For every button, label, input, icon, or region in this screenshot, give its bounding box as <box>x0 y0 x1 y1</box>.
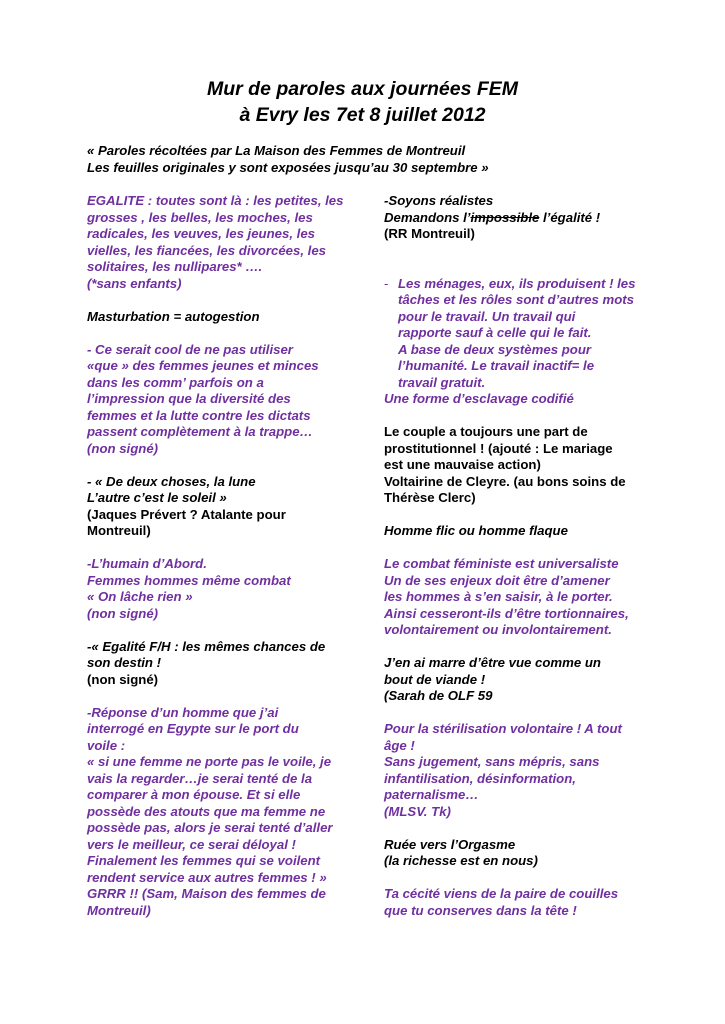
line: Montreuil) <box>87 902 151 918</box>
line: Une forme d’esclavage codifié <box>384 391 574 406</box>
line: son destin ! <box>87 655 161 670</box>
line: (non signé) <box>87 671 159 687</box>
quote-cool <box>87 342 349 458</box>
quote-egalite-fh <box>87 639 349 689</box>
line <box>384 276 646 293</box>
page-title: Mur de paroles aux journées FEM <box>207 78 518 100</box>
line: A base de deux systèmes pour <box>398 341 592 357</box>
line: volontairement ou involontairement. <box>384 622 612 637</box>
line: Pour la stérilisation volontaire ! A tout <box>384 721 622 736</box>
quote-humain <box>87 556 349 622</box>
quote-ruee <box>384 837 646 870</box>
line: L’autre c’est le soleil » <box>87 490 227 505</box>
line: -Réponse d’un homme que j’ai <box>87 704 279 720</box>
line: que tu conserves dans la tête ! <box>384 902 577 918</box>
line: comparer à mon épouse. Et si elle <box>87 787 301 802</box>
line: est une mauvaise action) <box>384 457 541 472</box>
line: infantilisation, désinformation, <box>384 770 576 786</box>
line: Ainsi cesseront-ils d’être tortionnaires, <box>384 605 629 621</box>
quote-couple <box>384 424 646 507</box>
line: pour le travail. Un travail qui <box>398 308 576 324</box>
quote-egalite <box>87 193 349 292</box>
line: « On lâche rien » <box>87 589 193 604</box>
line: vais la regarder…je serai tenté de la <box>87 770 313 786</box>
line: paternalisme… <box>384 787 479 802</box>
line: « si une femme ne porte pas le voile, je <box>87 754 332 769</box>
line: bout de viande ! <box>384 671 486 687</box>
line: Le couple a toujours une part de <box>384 424 588 439</box>
struck-text: impossible <box>470 209 540 225</box>
line: (Sarah de OLF 59 <box>384 688 493 703</box>
quote-lune <box>87 474 349 540</box>
line: interrogé en Egypte sur le port du <box>87 721 299 736</box>
line: (RR Montreuil) <box>384 226 475 241</box>
line: voile : <box>87 737 126 753</box>
quote-combat <box>384 556 646 639</box>
line: - « De deux choses, la lune <box>87 473 256 489</box>
quote-cecite <box>384 886 646 919</box>
line: rendent service aux autres femmes ! » <box>87 869 327 885</box>
line: Ruée vers l’Orgasme <box>384 836 516 852</box>
line: Un de ses enjeux doit être d’amener <box>384 572 610 588</box>
line: passent complètement à la trappe… <box>87 424 313 439</box>
quote-masturbation <box>87 309 349 326</box>
line: (non signé) <box>87 440 159 456</box>
right-column <box>384 193 646 936</box>
line: vielles, les fiancées, les divorcées, les <box>87 242 326 258</box>
line: l’impression que la diversité des <box>87 391 291 406</box>
line: Femmes hommes même combat <box>87 572 291 588</box>
text: l’égalité ! <box>539 209 601 225</box>
line: (non signé) <box>87 605 159 621</box>
left-column <box>87 193 349 936</box>
line: vers le meilleur, ce serai déloyal ! <box>87 836 296 852</box>
line <box>384 210 646 227</box>
quote-reponse <box>87 705 349 920</box>
line: solitaires, les nullipares* …. <box>87 259 263 274</box>
page-subtitle: à Evry les 7et 8 juillet 2012 <box>239 104 486 126</box>
line: l’humanité. Le travail inactif= le <box>398 358 595 373</box>
line: Le combat féministe est universaliste <box>384 556 619 571</box>
line: Homme flic ou homme flaque <box>384 523 568 538</box>
line: Voltairine de Cleyre. (au bons soins de <box>384 473 626 489</box>
line: J’en ai marre d’être vue comme un <box>384 655 601 670</box>
line: (Jaques Prévert ? Atalante pour <box>87 506 286 522</box>
line: Thérèse Clerc) <box>384 490 476 505</box>
line: possède pas, alors je serai tenté d’aller <box>87 820 333 835</box>
line: âge ! <box>384 737 415 753</box>
quote-sterilisation <box>384 721 646 820</box>
line: Ta cécité viens de la paire de couilles <box>384 886 619 901</box>
line: «que » des femmes jeunes et minces <box>87 358 319 373</box>
quote-marre <box>384 655 646 705</box>
line: -L’humain d’Abord. <box>87 556 207 571</box>
quote-soyons <box>384 193 646 243</box>
line: -« Egalité F/H : les mêmes chances de <box>87 638 326 654</box>
line: dans les comm’ parfois on a <box>87 374 264 390</box>
line: Montreuil) <box>87 523 151 538</box>
line: (MLSV. Tk) <box>384 803 451 819</box>
line: possède des atouts que ma femme ne <box>87 803 326 819</box>
intro-line: Les feuilles originales y sont exposées jusqu’au 30 septembre » <box>87 159 489 175</box>
line: (*sans enfants) <box>87 275 182 291</box>
line: EGALITE : toutes sont là : les petites, les <box>87 193 344 208</box>
quote-menages <box>384 276 646 408</box>
line: les hommes à s’en saisir, à le porter. <box>384 589 613 604</box>
text: Demandons l’ <box>384 209 471 225</box>
intro <box>87 143 647 176</box>
line: -Soyons réalistes <box>384 193 494 208</box>
line: Sans jugement, sans mépris, sans <box>384 754 600 769</box>
intro-line: « Paroles récoltées par La Maison des Femmes de Montreuil <box>87 143 466 158</box>
line: travail gratuit. <box>398 374 486 390</box>
line: Finalement les femmes qui se voilent <box>87 853 321 868</box>
text: Les ménages, eux, ils produisent ! les <box>398 275 636 291</box>
line: GRRR !! (Sam, Maison des femmes de <box>87 886 326 901</box>
line: tâches et les rôles sont d’autres mots <box>398 292 634 307</box>
line: Masturbation = autogestion <box>87 308 260 324</box>
line: rapporte sauf à celle qui le fait. <box>398 325 592 340</box>
line: femmes et la lutte contre les dictats <box>87 407 311 423</box>
line: (la richesse est en nous) <box>384 853 538 868</box>
line: grosses , les belles, les moches, les <box>87 209 313 225</box>
dash: - <box>384 275 389 291</box>
line: radicales, les veuves, les jeunes, les <box>87 226 315 241</box>
line: - Ce serait cool de ne pas utiliser <box>87 341 293 357</box>
quote-flic <box>384 523 646 540</box>
line: prostitutionnel ! (ajouté : Le mariage <box>384 440 613 456</box>
